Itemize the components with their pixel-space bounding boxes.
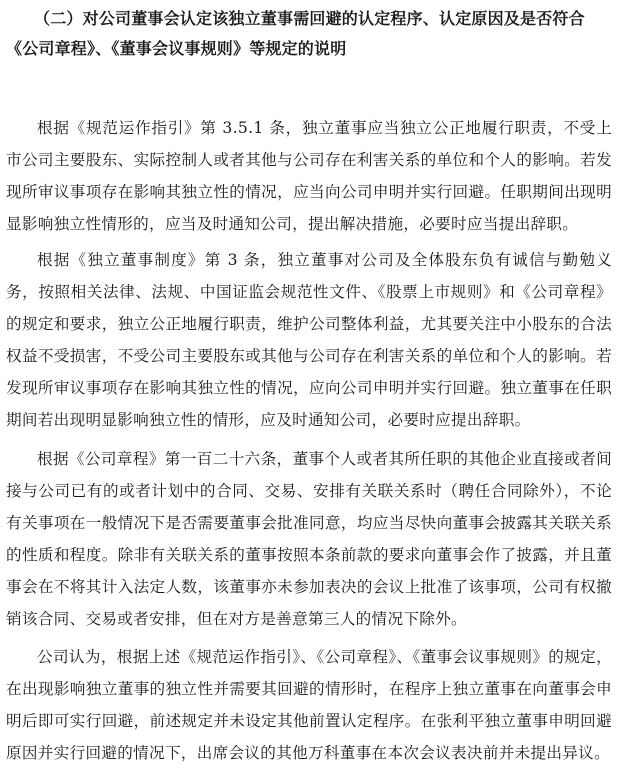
section-heading: （二）对公司董事会认定该独立董事需回避的认定程序、认定原因及是否符合《公司章程》、《董事会议事规则》等规定的说明 bbox=[6, 9, 585, 58]
paragraph-guidelines: 根据《规范运作指引》第 3.5.1 条，独立董事应当独立公正地履行职责，不受上市公司主要股东、实际控制人或者其他与公司存在利害关系的单位和个人的影响。若发现所审议事项存在影响其独立性的情况，应当向公司申明并实行回避。任职期间出现明显影响独立性情形的，应当及时通知公司，提出解决措施，必要时应当提出辞职。 bbox=[6, 119, 612, 233]
paragraph-company-conclusion: 公司认为，根据上述《规范运作指引》、《公司章程》、《董事会议事规则》的规定，在出现影响独立董事的独立性并需要其回避的情形时，在程序上独立董事在向董事会申明后即可实行回避，前述规定并未设定其他前置认定程序。在张利平独立董事申明回避原因并实行回避的情况下，出席会议的其他万科董事在本次会议表决前并未提出异议。 bbox=[6, 648, 612, 762]
paragraph-articles-of-association: 根据《公司章程》第一百二十六条，董事个人或者其所任职的其他企业直接或者间接与公司已有的或者计划中的合同、交易、安排有关联关系时（聘任合同除外），不论有关事项在一般情况下是否需要董事会批准同意，均应当尽快向董事会披露其关联关系的性质和程度。除非有关联关系的董事按照本条前款的要求向董事会作了披露，并且董事会在不将其计入法定人数，该董事亦未参加表决的会议上批准了该事项，公司有权撤销该合同、交易或者安排，但在对方是善意第三人的情况下除外。 bbox=[6, 450, 612, 628]
paragraph-independent-director-rules: 根据《独立董事制度》第 3 条，独立董事对公司及全体股东负有诚信与勤勉义务，按照相关法律、法规、中国证监会规范性文件、《股票上市规则》和《公司章程》的规定和要求，独立公正地履行职责，维护公司整体利益，尤其要关注中小股东的合法权益不受损害，不受公司主要股东或其他与公司存在利害关系的单位和个人的影响。若发现所审议事项存在影响其独立性的情况，应向公司申明并实行回避。独立董事在任职期间若出现明显影响独立性的情形，应及时通知公司，必要时应提出辞职。 bbox=[6, 251, 612, 429]
